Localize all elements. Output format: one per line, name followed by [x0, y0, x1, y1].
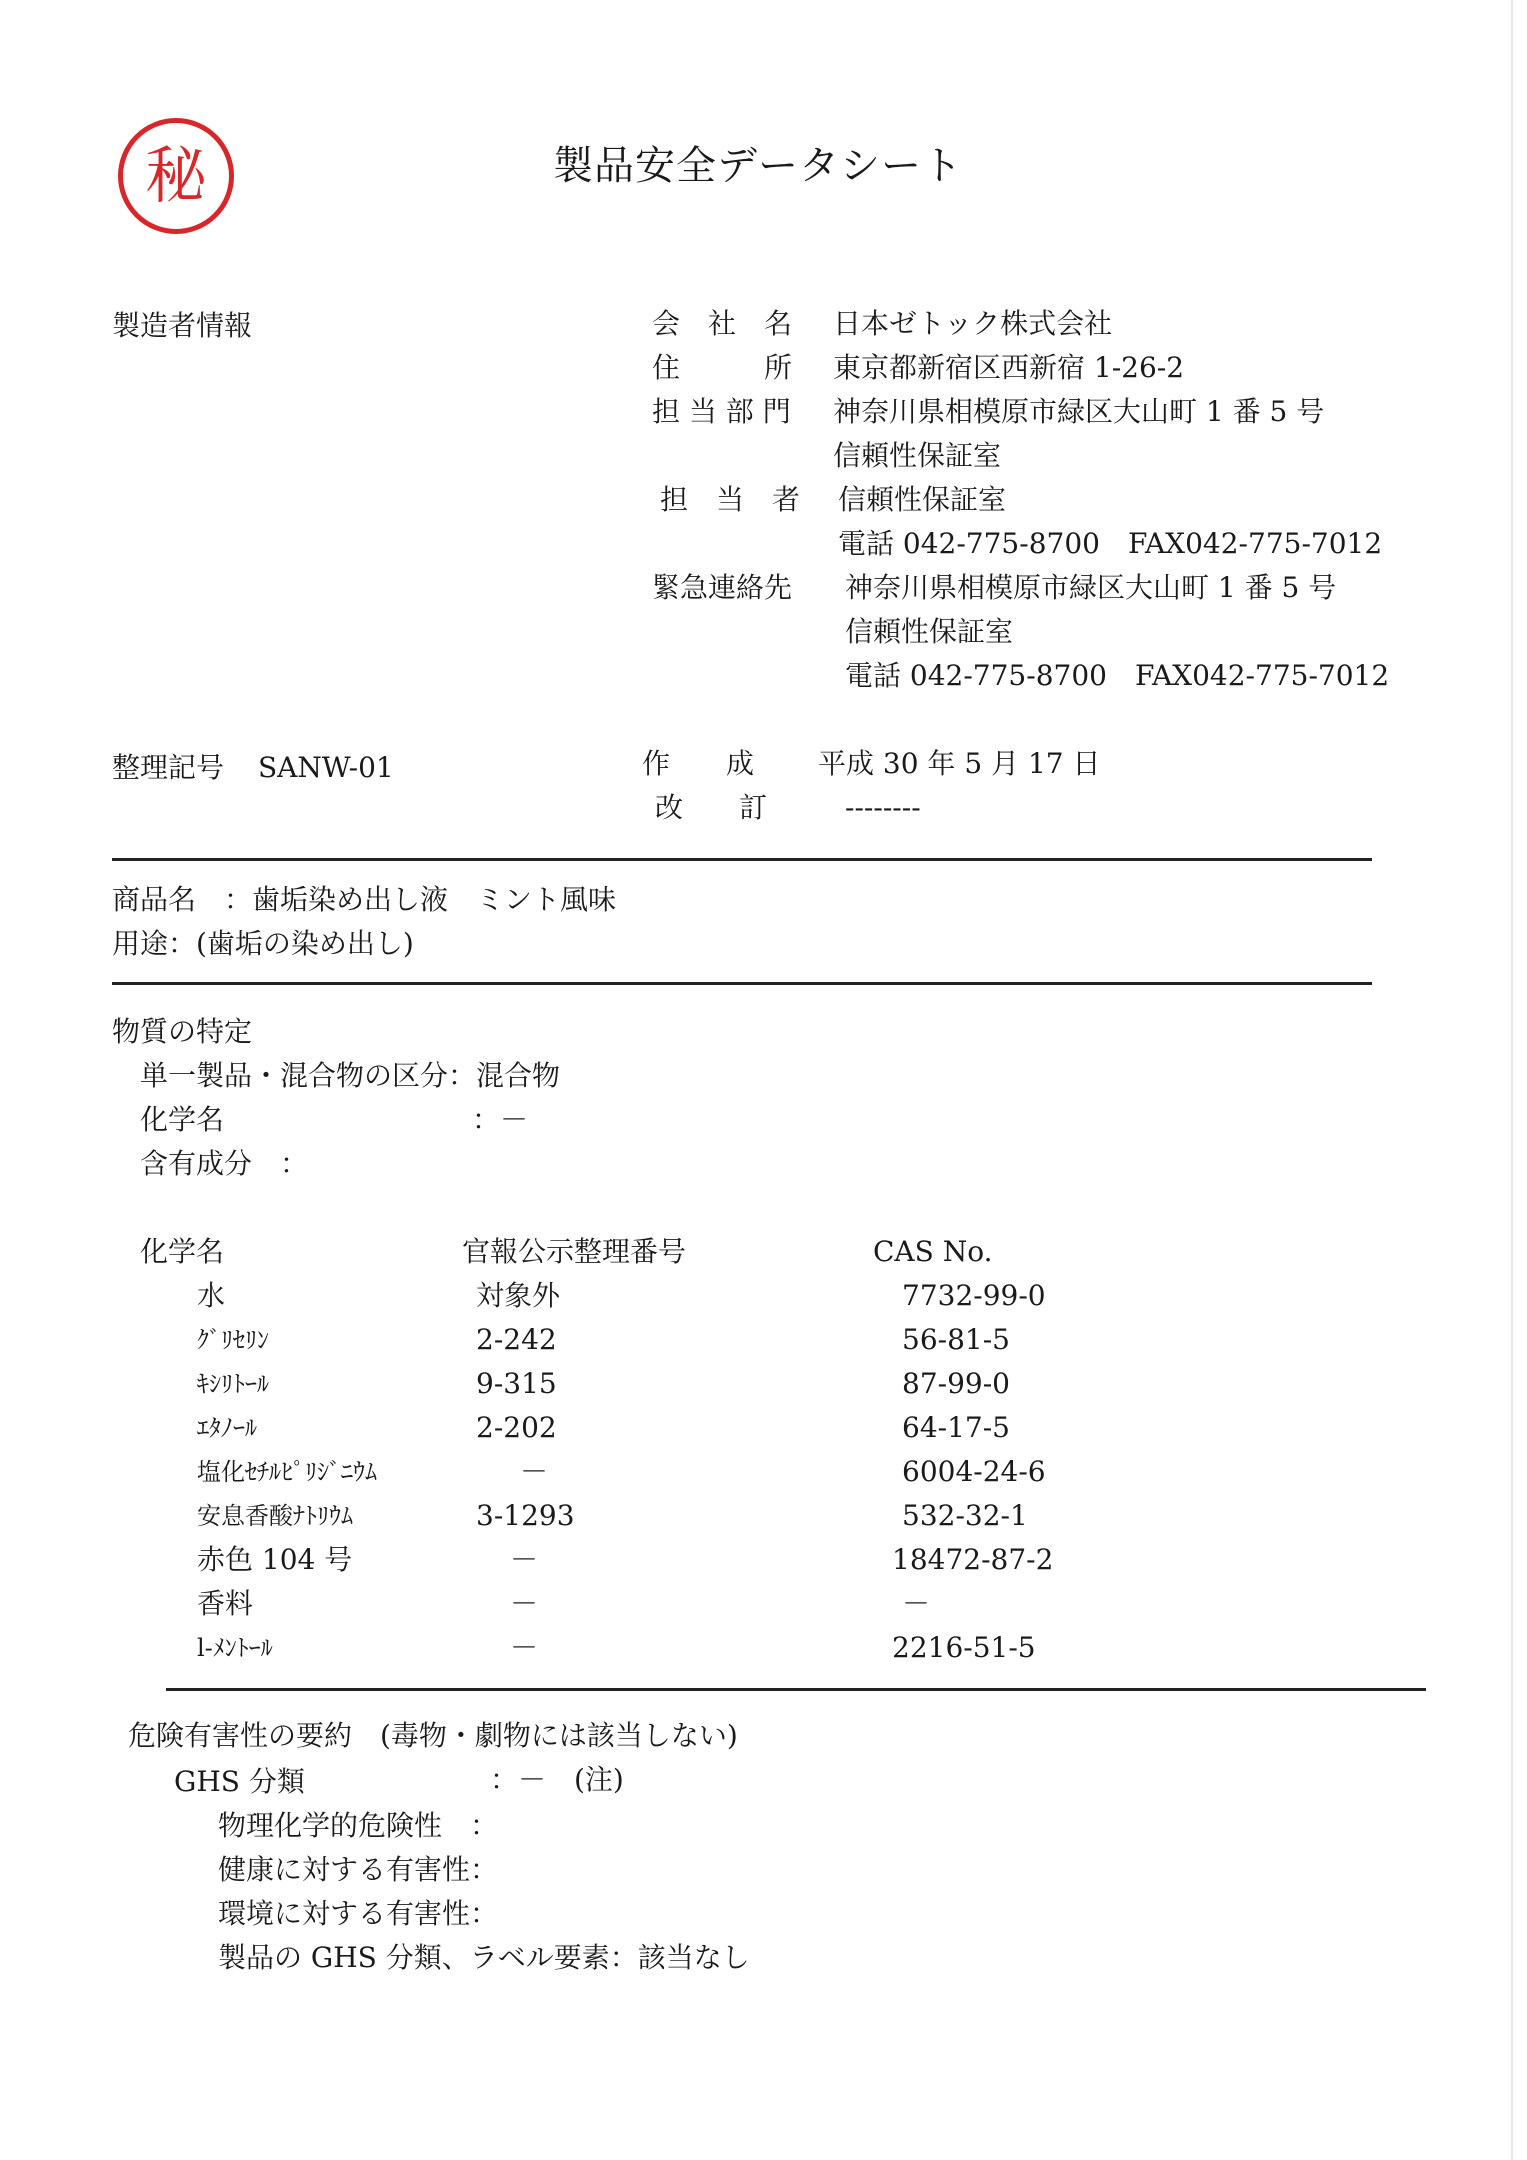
health-hazard-line: 健康に対する有害性： [218, 1853, 499, 1886]
cas-number: 7732-99-0 [902, 1279, 1046, 1312]
gazette-number: － [520, 1455, 549, 1488]
contact-name: 信頼性保証室 [838, 483, 1007, 516]
manufacturer-section-label: 製造者情報 [112, 309, 253, 342]
cas-number: 18472-87-2 [892, 1543, 1054, 1576]
ingredient-name: ｸﾞﾘｾﾘﾝ [197, 1326, 269, 1354]
reference-number-label: 整理記号 [112, 751, 225, 784]
product-use: 用途：(歯垢の染め出し) [112, 927, 414, 960]
category-line: 単一製品・混合物の区分：混合物 [140, 1059, 561, 1092]
header-chemical-name: 化学名 [140, 1235, 225, 1268]
header-gazette-number: 官報公示整理番号 [462, 1235, 687, 1268]
chemical-name-label: 化学名 [140, 1103, 225, 1136]
gazette-number: 9-315 [476, 1367, 557, 1400]
stamp-character: 秘 [144, 139, 207, 212]
gazette-number: 3-1293 [476, 1499, 575, 1532]
ingredient-name: 赤色 104 号 [197, 1543, 353, 1576]
chemical-name-value: ：－ [472, 1103, 529, 1136]
cas-number: 532-32-1 [902, 1499, 1028, 1532]
document-title: 製品安全データシート [553, 143, 963, 189]
emergency-name: 信頼性保証室 [845, 615, 1014, 648]
created-label: 作 成 [642, 747, 755, 780]
emergency-phone: 電話 042-775-8700 FAX042-775-7012 [845, 659, 1390, 692]
product-name: 商品名 ：歯垢染め出し液 ミント風味 [112, 883, 617, 916]
ingredient-name: l-ﾒﾝﾄｰﾙ [197, 1634, 273, 1662]
revised-label: 改 訂 [655, 791, 768, 824]
divider-1 [112, 858, 1372, 861]
department-address: 神奈川県相模原市緑区大山町 1 番 5 号 [833, 395, 1325, 428]
ingredient-name: 安息香酸ﾅﾄﾘｳﾑ [197, 1502, 353, 1530]
header-cas-no: CAS No. [873, 1235, 993, 1268]
created-date: 平成 30 年 5 月 17 日 [818, 747, 1101, 780]
cas-number: 2216-51-5 [892, 1631, 1036, 1664]
hazard-heading: 危険有害性の要約 (毒物・劇物には該当しない) [128, 1719, 738, 1752]
ingredient-name: ｴﾀﾉｰﾙ [197, 1414, 257, 1442]
cas-number: － [902, 1587, 931, 1620]
gazette-number: － [510, 1587, 539, 1620]
ingredient-name: 水 [197, 1279, 226, 1312]
page-edge [1511, 0, 1513, 2160]
contents-label: 含有成分 ： [140, 1147, 309, 1180]
reference-number: SANW-01 [258, 751, 394, 784]
emergency-label: 緊急連絡先 [652, 571, 793, 604]
gazette-number: 2-202 [476, 1411, 557, 1444]
physical-hazard-line: 物理化学的危険性 ： [218, 1809, 499, 1842]
ghs-value: ：－ (注) [490, 1763, 624, 1796]
divider-3 [166, 1688, 1426, 1691]
contact-phone: 電話 042-775-8700 FAX042-775-7012 [838, 527, 1383, 560]
ghs-label: GHS 分類 [174, 1765, 305, 1798]
gazette-number: － [510, 1543, 539, 1576]
ingredient-name: 塩化ｾﾁﾙﾋﾟﾘｼﾞﾆｳﾑ [197, 1458, 377, 1486]
ingredient-name: 香料 [197, 1587, 254, 1620]
ingredient-name: ｷｼﾘﾄｰﾙ [197, 1370, 269, 1398]
address-label: 住 所 [652, 351, 793, 384]
cas-number: 64-17-5 [902, 1411, 1010, 1444]
address-value: 東京都新宿区西新宿 1-26-2 [833, 351, 1185, 384]
department-name: 信頼性保証室 [833, 439, 1002, 472]
gazette-number: 2-242 [476, 1323, 557, 1356]
divider-2 [112, 982, 1372, 985]
company-label: 会 社 名 [652, 307, 793, 340]
emergency-address: 神奈川県相模原市緑区大山町 1 番 5 号 [845, 571, 1337, 604]
cas-number: 6004-24-6 [902, 1455, 1046, 1488]
cas-number: 87-99-0 [902, 1367, 1010, 1400]
label-elements-line: 製品の GHS 分類、ラベル要素：該当なし [218, 1941, 750, 1974]
department-label: 担 当 部 門 [652, 395, 791, 428]
substance-heading: 物質の特定 [112, 1015, 253, 1048]
gazette-number: 対象外 [476, 1279, 561, 1312]
company-value: 日本ゼトック株式会社 [833, 307, 1113, 340]
contact-label: 担 当 者 [660, 483, 801, 516]
cas-number: 56-81-5 [902, 1323, 1010, 1356]
revised-value: -------- [845, 791, 921, 824]
environment-hazard-line: 環境に対する有害性： [218, 1897, 499, 1930]
gazette-number: － [510, 1631, 539, 1664]
confidential-stamp [118, 118, 234, 234]
